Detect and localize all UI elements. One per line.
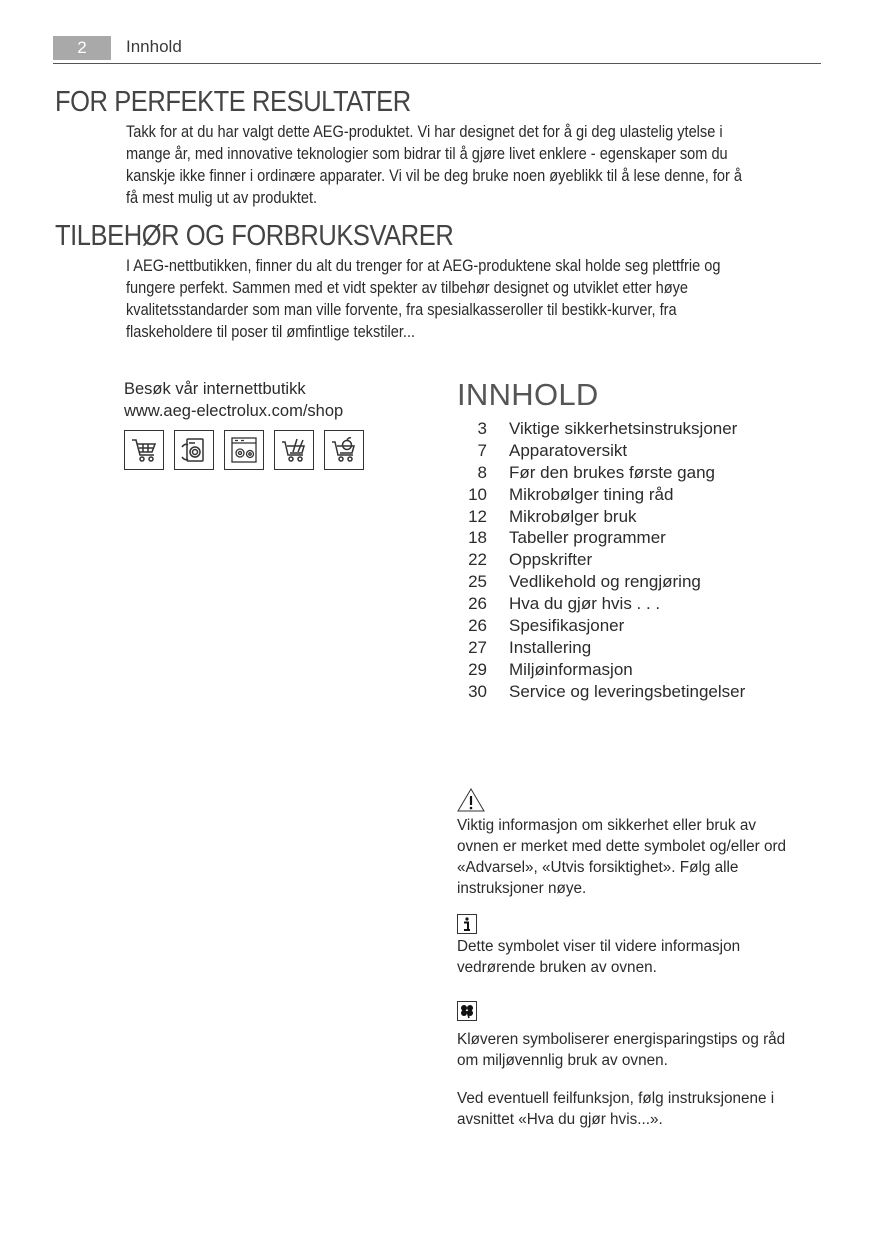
info-note [457, 936, 817, 978]
toc-label: Service og leveringsbetingelser [509, 681, 746, 701]
page-number: 2 [53, 36, 111, 60]
note-line: «Advarsel», «Utvis forsiktighet». Følg alle [457, 859, 739, 876]
toc-label: Før den brukes første gang [509, 462, 715, 482]
toc-item[interactable] [457, 571, 837, 593]
toc-page: 26 [468, 594, 487, 614]
toc-item[interactable] [457, 462, 837, 484]
toc-item[interactable] [457, 615, 837, 637]
toc-page: 27 [468, 637, 487, 657]
note-line: Ved eventuell feilfunksjon, følg instruksjonene i [457, 1090, 775, 1107]
toc-page: 18 [468, 528, 487, 548]
toc-item[interactable] [457, 637, 837, 659]
toc-item[interactable] [457, 659, 837, 681]
toc-label: Hva du gjør hvis . . . [509, 594, 661, 614]
shop-icons [124, 430, 364, 470]
toc-page: 3 [477, 418, 487, 438]
header-title: Innhold [126, 37, 182, 56]
note-line: Dette symbolet viser til videre informasjon [457, 938, 741, 955]
paragraph-line: mange år, med innovative teknologier som bidrar til å gjøre livet enklere - egenskaper som du [126, 145, 728, 163]
toc-item[interactable] [457, 440, 837, 462]
toc-label: Mikrobølger tining råd [509, 484, 674, 504]
toc-page: 10 [468, 484, 487, 504]
cart-apple-icon [324, 430, 364, 470]
eco-note [457, 1029, 817, 1071]
paragraph-results [126, 121, 824, 209]
header-divider [53, 63, 821, 64]
clover-icon [457, 1001, 477, 1026]
toc-page: 25 [468, 572, 487, 592]
toc-label: Mikrobølger bruk [509, 506, 637, 526]
oven-settings-icon [224, 430, 264, 470]
toc-label: Apparatoversikt [509, 440, 628, 460]
toc-item[interactable] [457, 593, 837, 615]
paragraph-line: kanskje ikke finner i ordinære apparater. Vi vil be deg bruke noen øyeblikk til å lese denne, for å [126, 167, 743, 185]
toc-item[interactable] [457, 418, 837, 440]
warning-note [457, 815, 817, 899]
toc-page: 8 [477, 462, 487, 482]
toc-label: Vedlikehold og rengjøring [509, 572, 701, 592]
toc-page: 22 [468, 550, 487, 570]
paragraph-line: kvalitetsstandarder som man ville forvente, fra spesialkasseroller til bestikk-kurver, fra [126, 301, 677, 319]
note-line: om miljøvennlig bruk av ovnen. [457, 1052, 668, 1069]
note-line: ovnen er merket med dette symbolet og/eller ord [457, 838, 787, 855]
toc-page: 30 [468, 681, 487, 701]
toc-label: Viktige sikkerhetsinstruksjoner [509, 418, 738, 438]
toc-item[interactable] [457, 484, 837, 506]
toc-item[interactable] [457, 681, 837, 703]
paragraph-line: I AEG-nettbutikken, finner du alt du trenger for at AEG-produktene skal holde seg plettfrie og [126, 257, 721, 275]
toc-label: Miljøinformasjon [509, 659, 633, 679]
toc-item[interactable] [457, 549, 837, 571]
toc-label: Installering [509, 637, 592, 657]
malfunction-note [457, 1088, 817, 1130]
shopping-cart-icon [124, 430, 164, 470]
toc-label: Tabeller programmer [509, 528, 666, 548]
toc-label: Spesifikasjoner [509, 615, 625, 635]
heading-results: FOR PERFEKTE RESULTATER [55, 86, 411, 118]
toc-item[interactable] [457, 527, 837, 549]
heading-accessories: TILBEHØR OG FORBRUKSVARER [55, 220, 454, 252]
note-line: vedrørende bruken av ovnen. [457, 959, 657, 976]
table-of-contents [457, 418, 837, 703]
note-line: Kløveren symboliserer energisparingstips og råd [457, 1031, 786, 1048]
note-line: Viktig informasjon om sikkerhet eller bruk av [457, 817, 756, 834]
paragraph-accessories [126, 255, 824, 343]
paragraph-line: fungere perfekt. Sammen med et vidt spekter av tilbehør designet og utviklet etter høye [126, 279, 688, 297]
paragraph-line: Takk for at du har valgt dette AEG-produktet. Vi har designet det for å gi deg ulastelig ytelse i [126, 123, 723, 141]
cart-tools-icon [274, 430, 314, 470]
shop-url[interactable]: www.aeg-electrolux.com/shop [124, 402, 344, 420]
toc-title: INNHOLD [457, 377, 599, 412]
toc-label: Oppskrifter [509, 550, 593, 570]
toc-page: 29 [468, 659, 487, 679]
paragraph-line: flaskeholdere til poser til ømfintlige tekstiler... [126, 323, 416, 341]
toc-page: 7 [477, 440, 487, 460]
shop-text: Besøk vår internettbutikk [124, 380, 306, 398]
toc-page: 26 [468, 615, 487, 635]
note-line: avsnittet «Hva du gjør hvis...». [457, 1111, 663, 1128]
note-line: instruksjoner nøye. [457, 880, 587, 897]
shop-info [124, 378, 343, 422]
paragraph-line: få mest mulig ut av produktet. [126, 189, 318, 207]
warning-triangle-icon [457, 788, 485, 817]
toc-item[interactable] [457, 506, 837, 528]
washing-machine-icon [174, 430, 214, 470]
toc-page: 12 [468, 506, 487, 526]
